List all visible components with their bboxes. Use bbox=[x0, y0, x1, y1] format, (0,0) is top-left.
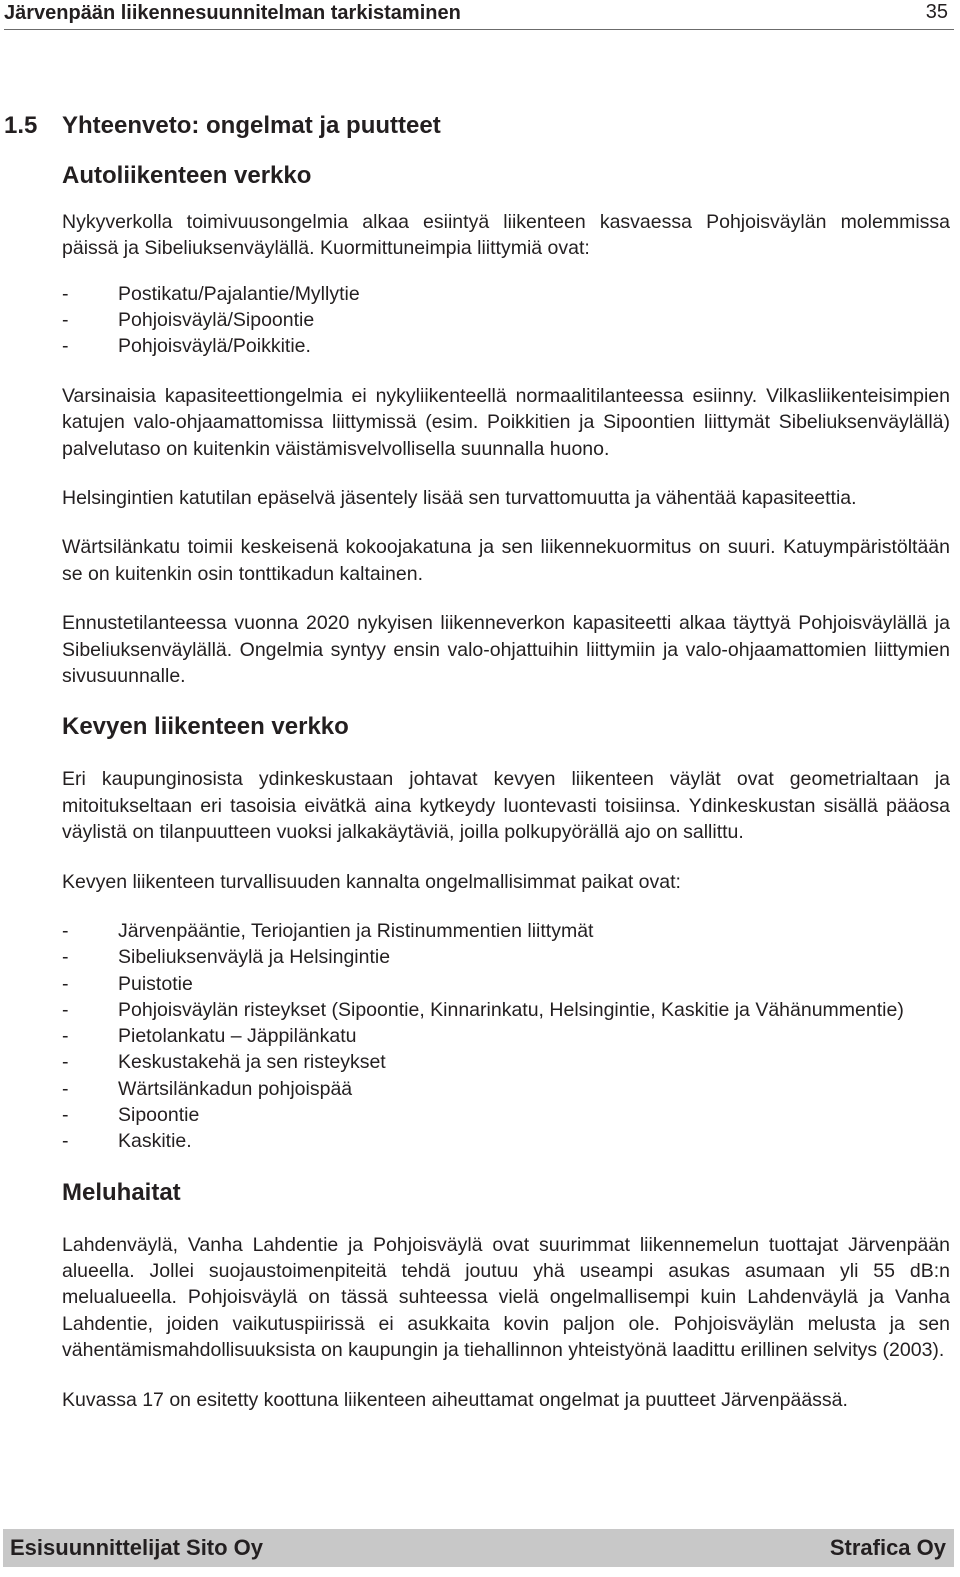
list-item bbox=[62, 1128, 950, 1154]
list-item-text: Pohjoisväylä/Sipoontie bbox=[118, 309, 315, 332]
light-traffic-paragraphs bbox=[62, 766, 950, 895]
list-item bbox=[62, 997, 950, 1023]
body-paragraph: Kevyen liikenteen turvallisuuden kannalta ongelmallisimmat paikat ovat: bbox=[62, 870, 681, 893]
list-item-text: Wärtsilänkadun pohjoispää bbox=[118, 1077, 353, 1100]
page-content bbox=[4, 110, 950, 1436]
list-item-text: Keskustakehä ja sen risteykset bbox=[118, 1051, 386, 1074]
section-number: 1.5 bbox=[4, 112, 38, 139]
list-item-text: Kaskitie. bbox=[118, 1130, 192, 1153]
list-item-text: Sibeliuksenväylä ja Helsingintie bbox=[118, 946, 391, 969]
list-marker: - bbox=[62, 335, 69, 358]
body-paragraph: Helsingintien katutilan epäselvä jäsentely lisää sen turvattomuutta ja vähentää kapasiteettia. bbox=[62, 486, 857, 509]
list-item bbox=[62, 1023, 950, 1049]
car-network-heading: Autoliikenteen verkko bbox=[62, 162, 312, 189]
body-paragraph: Kuvassa 17 on esitetty koottuna liikenteen aiheuttamat ongelmat ja puutteet Järvenpäässä. bbox=[62, 1388, 848, 1411]
list-marker: - bbox=[62, 1025, 69, 1048]
noise-paragraphs bbox=[62, 1232, 950, 1413]
list-item-text: Pohjoisväylän risteykset (Sipoontie, Kinnarinkatu, Helsingintie, Kaskitie ja Vähänummentie) bbox=[118, 998, 904, 1021]
page-footer bbox=[3, 1529, 954, 1567]
light-traffic-heading: Kevyen liikenteen verkko bbox=[62, 713, 349, 741]
body-paragraph: Wärtsilänkatu toimii keskeisenä kokoojakatuna ja sen liikennekuormitus on suuri. Katuympäristöltään se on kuitenkin osin tonttikadun kaltainen. bbox=[62, 536, 950, 585]
body-paragraph: Varsinaisia kapasiteettiongelmia ei nykyliikenteellä normaalitilanteessa esiinny. Vilkasliikenteisimpien katujen valo-ohjaamattomissa liittymissä (esim. Poikkitien ja Sipoontien liittymät Sibeliuksenväylällä) palvelutaso on kuitenkin väistämisvelvollisella suunnalla huono. bbox=[62, 384, 950, 460]
car-network-intro: Nykyverkolla toimivuusongelmia alkaa esiintyä liikenteen kasvaessa Pohjoisväylän molemmissa päissä ja Sibeliuksenväylällä. Kuormittuneimpia liittymiä ovat: bbox=[62, 211, 950, 260]
list-item bbox=[62, 1049, 950, 1075]
footer-company-left: Esisuunnittelijat Sito Oy bbox=[10, 1535, 264, 1560]
list-item bbox=[62, 1076, 950, 1102]
list-marker: - bbox=[62, 282, 69, 305]
list-marker: - bbox=[62, 919, 69, 942]
list-item bbox=[62, 307, 950, 333]
list-item-text: Pohjoisväylä/Poikkitie. bbox=[118, 335, 311, 358]
list-marker: - bbox=[62, 998, 69, 1021]
list-marker: - bbox=[62, 972, 69, 995]
list-item-text: Järvenpääntie, Teriojantien ja Ristinummentien liittymät bbox=[118, 919, 594, 942]
list-marker: - bbox=[62, 946, 69, 969]
list-item-text: Puistotie bbox=[118, 972, 193, 995]
page-number: 35 bbox=[925, 1, 948, 23]
list-item bbox=[62, 944, 950, 970]
list-item bbox=[62, 971, 950, 997]
document-title: Järvenpään liikennesuunnitelman tarkistaminen bbox=[4, 2, 461, 24]
list-marker: - bbox=[62, 1104, 69, 1127]
footer-company-right: Strafica Oy bbox=[829, 1535, 946, 1560]
list-item-text: Pietolankatu – Jäppilänkatu bbox=[118, 1025, 357, 1048]
list-item-text: Postikatu/Pajalantie/Myllytie bbox=[118, 282, 360, 305]
list-item bbox=[62, 281, 950, 307]
noise-heading: Meluhaitat bbox=[62, 1178, 181, 1206]
list-marker: - bbox=[62, 1130, 69, 1153]
section-heading bbox=[4, 110, 950, 146]
list-item bbox=[62, 918, 950, 944]
body-paragraph: Lahdenväylä, Vanha Lahdentie ja Pohjoisväylä ovat suurimmat liikennemelun tuottajat Järvenpään alueella. Jollei suojaustoimenpiteitä tehdä joutuu yhä useampi asukas asumaan yli 55 dB:n melualueella. Pohjoisväylä on tässä suhteessa vielä ongelmallisempi kuin Lahdenväylä ja Vanha Lahdentie, joiden vaikutuspiirissä ei asukkaita kovin paljon ole. Pohjoisväylän melusta ja sen vähentämismahdollisuuksista on kaupungin ja tiehallinnon yhteistyönä laadittu erillinen selvitys (2003). bbox=[62, 1233, 950, 1362]
car-network-paragraphs bbox=[62, 383, 950, 690]
header-rule bbox=[4, 29, 954, 30]
list-item-text: Sipoontie bbox=[118, 1104, 200, 1127]
problem-locations-list bbox=[62, 918, 950, 1155]
list-item bbox=[62, 333, 950, 359]
congested-junctions-list bbox=[62, 281, 950, 360]
list-marker: - bbox=[62, 309, 69, 332]
page-header bbox=[0, 0, 960, 32]
list-marker: - bbox=[62, 1051, 69, 1074]
list-item bbox=[62, 1102, 950, 1128]
body-paragraph: Eri kaupunginosista ydinkeskustaan johtavat kevyen liikenteen väylät ovat geometrialtaan ja mitoitukseltaan eri tasoisia eivätkä aina kytkeydy luontevasti toisiinsa. Ydinkeskustan sisällä pääosa väylistä on tilanpuutteen vuoksi jalkakäytäviä, joilla polkupyörällä ajo on sallittu. bbox=[62, 768, 950, 844]
list-marker: - bbox=[62, 1077, 69, 1100]
section-title: Yhteenveto: ongelmat ja puutteet bbox=[62, 112, 441, 139]
body-paragraph: Ennustetilanteessa vuonna 2020 nykyisen liikenneverkon kapasiteetti alkaa täyttyä Pohjoisväylällä ja Sibeliuksenväylällä. Ongelmia syntyy ensin valo-ohjattuihin liittymiin ja valo-ohjaamattomien liittymien sivusuunnalle. bbox=[62, 612, 950, 687]
